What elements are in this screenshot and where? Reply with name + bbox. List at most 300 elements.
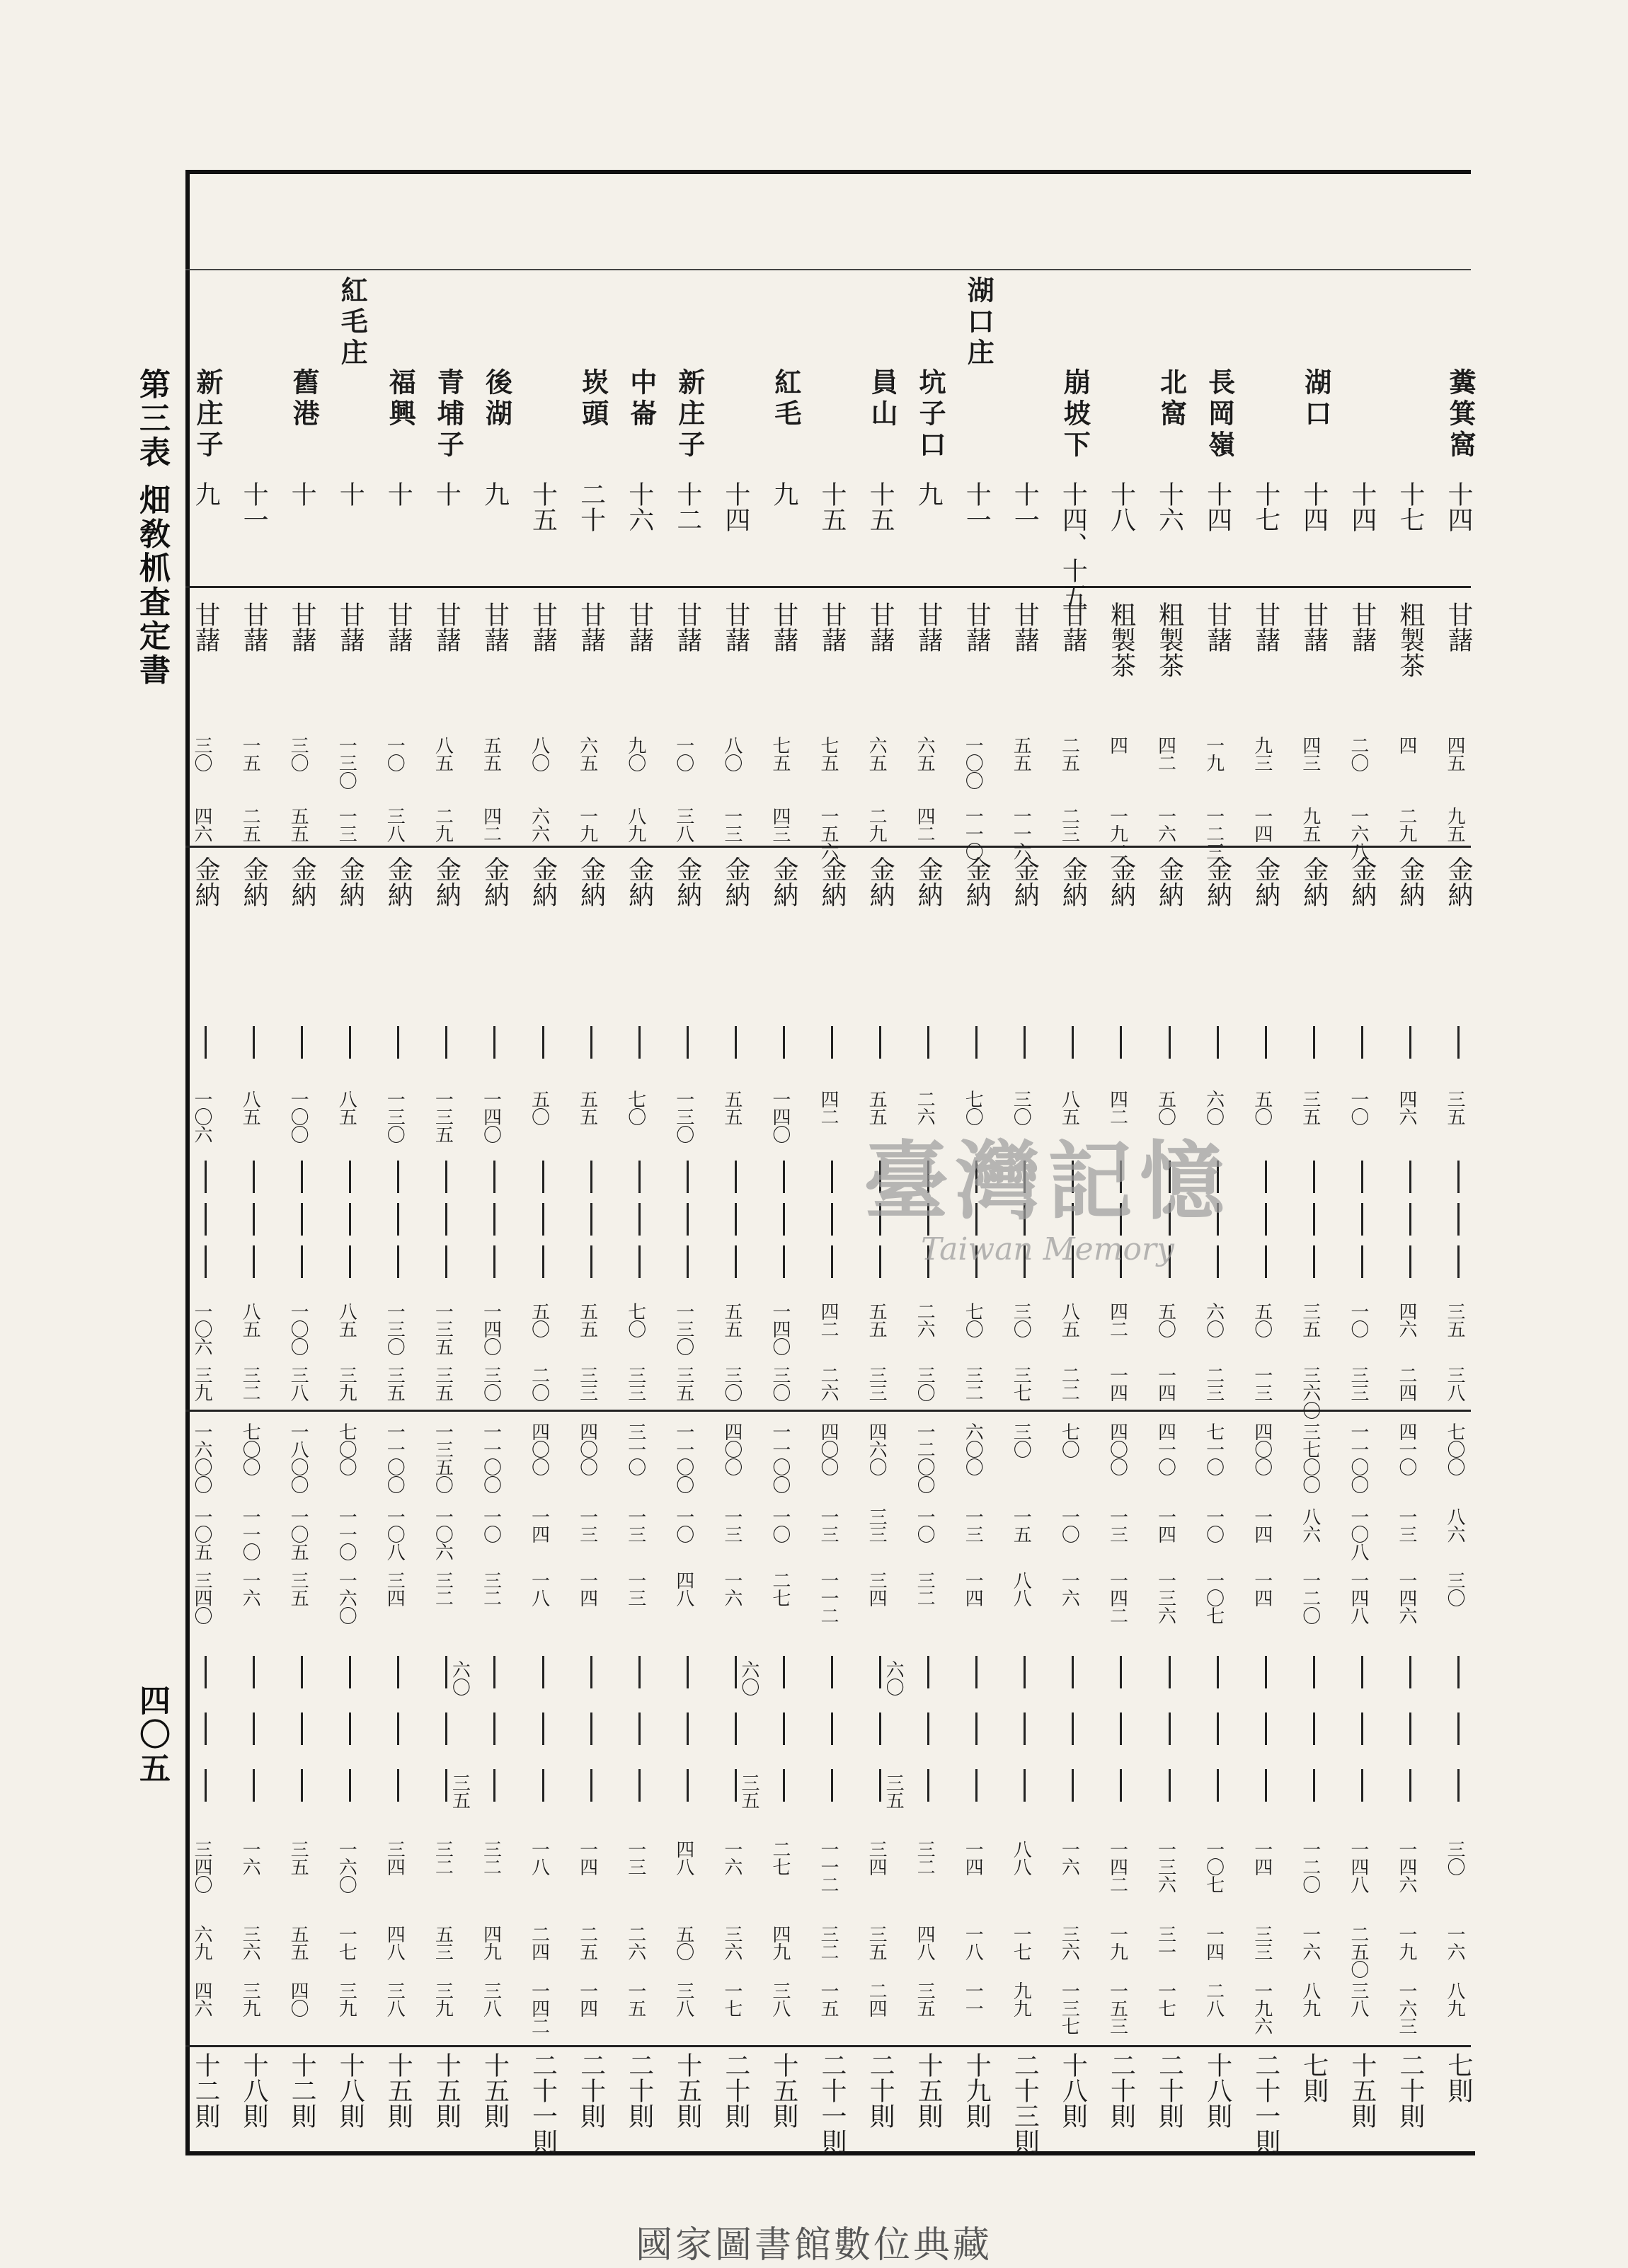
value-cell: 八六 [1299, 1507, 1321, 1543]
value-cell: 一四二 [1106, 1571, 1128, 1624]
crop-cell: 甘藷 [1203, 601, 1232, 652]
blank-dash [735, 1769, 737, 1802]
tax-cell: 金納 [1251, 856, 1280, 907]
grade-cell: 十四 [1444, 481, 1473, 532]
value-cell: 三二 [432, 1571, 454, 1606]
value-cell: 四〇〇 [528, 1422, 550, 1475]
blank-dash [397, 1203, 399, 1236]
blank-dash [301, 1026, 303, 1059]
rule-cell: 二十則 [576, 2052, 606, 2129]
value-cell: 一七 [1154, 1981, 1176, 2017]
value-cell: 一五六 [818, 807, 839, 860]
margin-title: 第三表 畑敎枛査定書 [134, 368, 170, 688]
tax-cell: 金納 [1444, 856, 1473, 907]
value-cell: 九五 [1444, 807, 1465, 842]
value-cell: 七〇〇 [336, 1422, 357, 1475]
blank-dash [1361, 1203, 1363, 1236]
value-cell: 三五 [287, 1571, 309, 1606]
blank-dash [879, 1656, 881, 1688]
crop-cell: 甘藷 [1299, 601, 1329, 652]
value-cell: 二八 [1203, 1981, 1225, 2017]
value-cell: 三五 [738, 1773, 759, 1809]
value-cell: 一四 [1251, 807, 1273, 842]
rule-cell: 十五則 [1347, 2052, 1377, 2129]
value-cell: 八九 [1299, 1981, 1321, 2017]
grade-cell: 十四 [721, 481, 750, 532]
blank-dash [783, 1245, 785, 1278]
value-cell: 三八 [672, 807, 694, 842]
value-cell: 四〇〇 [1251, 1422, 1273, 1475]
blank-dash [687, 1203, 689, 1236]
blank-dash [831, 1656, 833, 1688]
blank-dash [1361, 1712, 1363, 1745]
rule-cell: 十五則 [480, 2052, 510, 2129]
value-cell: 一〇五 [191, 1507, 212, 1560]
value-cell: 五五 [866, 1090, 888, 1125]
tax-cell: 金納 [384, 856, 413, 907]
grade-cell: 十七 [1251, 481, 1280, 532]
blank-dash [542, 1026, 544, 1059]
value-cell: 三九 [191, 1366, 212, 1401]
value-cell: 五〇 [528, 1090, 550, 1125]
value-cell: 一四八 [1347, 1571, 1369, 1624]
value-cell: 一四〇 [480, 1302, 502, 1355]
crop-cell: 甘藷 [1058, 601, 1088, 652]
value-cell: 三四 [384, 1840, 406, 1875]
value-cell: 三九 [336, 1366, 357, 1401]
blank-dash [1457, 1026, 1460, 1059]
value-cell: 五五 [576, 1090, 598, 1125]
value-cell: 三九 [336, 1981, 357, 2017]
value-cell: 三八 [1347, 1981, 1369, 2017]
blank-dash [975, 1026, 978, 1059]
value-cell: 一二〇〇 [914, 1422, 936, 1493]
tax-cell: 金納 [672, 856, 702, 907]
value-cell: 四二 [1154, 736, 1176, 771]
value-cell: 三七〇〇 [1299, 1422, 1321, 1493]
blank-dash [1313, 1245, 1315, 1278]
blank-dash [493, 1656, 495, 1688]
value-cell: 一〇 [914, 1507, 936, 1543]
value-cell: 三七 [1010, 1366, 1032, 1401]
value-cell: 一〇五 [287, 1507, 309, 1560]
value-cell: 六五 [914, 736, 936, 771]
value-cell: 一二三 [1203, 807, 1225, 860]
value-cell: 一〇 [1347, 1090, 1369, 1125]
value-cell: 八五 [239, 1090, 261, 1125]
watermark [793, 1132, 1302, 1274]
crop-cell: 甘藷 [1251, 601, 1280, 652]
blank-dash [1361, 1769, 1363, 1802]
rule-cell: 二十則 [721, 2052, 750, 2129]
tax-cell: 金納 [336, 856, 365, 907]
blank-dash [590, 1712, 592, 1745]
value-cell: 二三 [1058, 807, 1080, 842]
value-cell: 三五 [384, 1366, 406, 1401]
blank-dash [1313, 1656, 1315, 1688]
value-cell: 一八 [528, 1571, 550, 1606]
value-cell: 一〇八 [1347, 1507, 1369, 1560]
blank-dash [1313, 1026, 1315, 1059]
grade-cell: 九 [914, 481, 944, 507]
blank-dash [349, 1712, 351, 1745]
tax-cell: 金納 [1058, 856, 1088, 907]
crop-cell: 甘藷 [480, 601, 510, 652]
blank-dash [927, 1769, 929, 1802]
blank-dash [1361, 1161, 1363, 1193]
value-cell: 三六〇 [1299, 1366, 1321, 1419]
value-cell: 四八 [672, 1840, 694, 1875]
blank-dash [1313, 1161, 1315, 1193]
blank-dash [253, 1026, 255, 1059]
blank-dash [1457, 1203, 1460, 1236]
blank-dash [205, 1203, 207, 1236]
value-cell: 一四 [962, 1571, 984, 1606]
value-cell: 一三 [1106, 1507, 1128, 1543]
rule-cell: 二十則 [1154, 2052, 1184, 2129]
value-cell: 六〇 [1203, 1090, 1225, 1125]
blank-dash [1024, 1769, 1026, 1802]
blank-dash [975, 1712, 978, 1745]
blank-dash [831, 1712, 833, 1745]
blank-dash [1024, 1026, 1026, 1059]
value-cell: 八八 [1010, 1571, 1032, 1606]
tax-cell: 金納 [769, 856, 798, 907]
value-cell: 一一 [962, 1981, 984, 2017]
blank-dash [975, 1769, 978, 1802]
place-name: 長岡嶺 [1203, 368, 1236, 461]
value-cell: 一四 [1251, 1507, 1273, 1543]
value-cell: 五五 [1010, 736, 1032, 771]
value-cell: 九三 [1251, 736, 1273, 771]
rule-cell: 七則 [1444, 2052, 1473, 2103]
value-cell: 一七 [1010, 1925, 1032, 1960]
value-cell: 四〇〇 [1106, 1422, 1128, 1475]
value-cell: 四八 [672, 1571, 694, 1606]
value-cell: 三〇 [191, 736, 212, 771]
blank-dash [493, 1026, 495, 1059]
value-cell: 三五 [1299, 1302, 1321, 1337]
blank-dash [783, 1026, 785, 1059]
place-name: 中崙 [625, 368, 658, 430]
value-cell: 四五 [1444, 736, 1465, 771]
value-cell: 一九 [1203, 736, 1225, 771]
place-name: 福興 [384, 368, 417, 430]
value-cell: 一四六 [1395, 1840, 1417, 1893]
blank-dash [1120, 1769, 1122, 1802]
margin-page-number: 四〇五 [134, 1684, 170, 1786]
grade-cell: 二十 [576, 481, 606, 532]
value-cell: 一六〇 [336, 1840, 357, 1893]
tax-cell: 金納 [191, 856, 220, 907]
value-cell: 六〇〇 [962, 1422, 984, 1475]
value-cell: 一〇 [1058, 1507, 1080, 1543]
blank-dash [253, 1712, 255, 1745]
blank-dash [1409, 1769, 1411, 1802]
value-cell: 四八 [914, 1925, 936, 1960]
rule-cell: 二十則 [1395, 2052, 1425, 2129]
crop-cell: 甘藷 [769, 601, 798, 652]
blank-dash [1265, 1712, 1267, 1745]
rule-cell: 十八則 [336, 2052, 365, 2129]
value-cell: 一〇六 [191, 1302, 212, 1355]
place-name: 湖口 [1300, 368, 1332, 430]
blank-dash [397, 1769, 399, 1802]
value-cell: 七一〇 [1203, 1422, 1225, 1475]
value-cell: 三〇 [769, 1366, 791, 1401]
value-cell: 二六 [818, 1366, 839, 1401]
value-cell: 七〇〇 [239, 1422, 261, 1475]
value-cell: 一一〇〇 [384, 1422, 406, 1493]
crop-cell: 甘藷 [672, 601, 702, 652]
blank-dash [493, 1769, 495, 1802]
blank-dash [349, 1161, 351, 1193]
value-cell: 一三 [624, 1840, 646, 1875]
value-cell: 五五 [721, 1090, 743, 1125]
value-cell: 三四〇 [191, 1840, 212, 1893]
value-cell: 一四 [576, 1840, 598, 1875]
blank-dash [1217, 1712, 1219, 1745]
value-cell: 一四六 [1395, 1571, 1417, 1624]
rule-cell: 十五則 [432, 2052, 462, 2129]
blank-dash [1409, 1203, 1411, 1236]
value-cell: 一六 [721, 1840, 743, 1875]
value-cell: 三〇 [914, 1366, 936, 1401]
rule-cell: 十八則 [239, 2052, 269, 2129]
blank-dash [1361, 1245, 1363, 1278]
blank-dash [542, 1656, 544, 1688]
value-cell: 四二 [818, 1302, 839, 1337]
value-cell: 八六 [1444, 1507, 1465, 1543]
place-name: 後湖 [481, 368, 513, 430]
value-cell: 三五 [672, 1366, 694, 1401]
value-cell: 三八 [384, 807, 406, 842]
grade-cell: 十 [336, 481, 365, 507]
value-cell: 一七 [336, 1925, 357, 1960]
value-cell: 三三 [866, 1507, 888, 1543]
value-cell: 一一〇 [239, 1507, 261, 1560]
blank-dash [205, 1769, 207, 1802]
blank-dash [397, 1245, 399, 1278]
value-cell: 一〇〇 [287, 1302, 309, 1355]
value-cell: 四 [1395, 736, 1417, 754]
value-cell: 三〇 [721, 1366, 743, 1401]
tax-cell: 金納 [1299, 856, 1329, 907]
grade-cell: 十 [384, 481, 413, 507]
blank-dash [1457, 1712, 1460, 1745]
blank-dash [253, 1656, 255, 1688]
blank-dash [735, 1712, 737, 1745]
parent-group-heading: 湖口庄 [963, 276, 995, 369]
crop-cell: 甘藷 [721, 601, 750, 652]
blank-dash [831, 1769, 833, 1802]
value-cell: 五五 [576, 1302, 598, 1337]
blank-dash [687, 1712, 689, 1745]
value-cell: 三三 [1251, 1925, 1273, 1960]
value-cell: 一三五 [432, 1302, 454, 1355]
value-cell: 四〇〇 [721, 1422, 743, 1475]
rule-cell: 十五則 [769, 2052, 798, 2129]
value-cell: 三二 [432, 1840, 454, 1875]
blank-dash [349, 1245, 351, 1278]
value-cell: 一〇〇 [962, 736, 984, 789]
value-cell: 三四〇 [191, 1571, 212, 1624]
grade-cell: 十二 [672, 481, 702, 532]
grade-cell: 十四、十五 [1058, 481, 1088, 609]
value-cell: 一六 [721, 1571, 743, 1606]
value-cell: 五〇 [672, 1925, 694, 1960]
rule-cell: 十五則 [672, 2052, 702, 2129]
value-cell: 一五 [239, 736, 261, 771]
value-cell: 六五 [576, 736, 598, 771]
value-cell: 七五 [769, 736, 791, 771]
value-cell: 四三 [1299, 736, 1321, 771]
blank-dash [1120, 1656, 1122, 1688]
blank-dash [349, 1769, 351, 1802]
crop-cell: 甘藷 [914, 601, 944, 652]
blank-dash [735, 1161, 737, 1193]
blank-dash [1169, 1712, 1171, 1745]
blank-dash [1457, 1161, 1460, 1193]
value-cell: 四二 [914, 807, 936, 842]
blank-dash [397, 1712, 399, 1745]
blank-dash [542, 1769, 544, 1802]
blank-dash [301, 1656, 303, 1688]
value-cell: 一五 [1010, 1507, 1032, 1543]
crop-cell: 甘藷 [191, 601, 220, 652]
blank-dash [542, 1203, 544, 1236]
blank-dash [638, 1203, 641, 1236]
blank-dash [638, 1245, 641, 1278]
grade-cell: 十一 [962, 481, 992, 532]
blank-dash [1072, 1026, 1074, 1059]
value-cell: 一三 [624, 1507, 646, 1543]
value-cell: 一〇〇 [287, 1090, 309, 1143]
blank-dash [1457, 1769, 1460, 1802]
value-cell: 三八 [384, 1981, 406, 2017]
crop-cell: 粗製茶 [1106, 601, 1136, 678]
rule-cell: 十九則 [962, 2052, 992, 2129]
crop-cell: 甘藷 [962, 601, 992, 652]
tax-cell: 金納 [1010, 856, 1040, 907]
blank-dash [205, 1656, 207, 1688]
blank-dash [879, 1712, 881, 1745]
grade-cell: 九 [480, 481, 510, 507]
value-cell: 二三 [1203, 1366, 1225, 1401]
place-name: 糞箕窩 [1445, 368, 1477, 461]
value-cell: 八五 [1058, 1302, 1080, 1337]
value-cell: 六〇 [1203, 1302, 1225, 1337]
value-cell: 一三〇 [336, 736, 357, 789]
value-cell: 一三 [721, 807, 743, 842]
value-cell: 一一〇〇 [672, 1422, 694, 1493]
value-cell: 三〇 [1444, 1840, 1465, 1875]
blank-dash [590, 1769, 592, 1802]
blank-dash [542, 1161, 544, 1193]
value-cell: 一四 [1154, 1366, 1176, 1401]
crop-cell: 甘藷 [1347, 601, 1377, 652]
value-cell: 三三 [576, 1366, 598, 1401]
tax-cell: 金納 [1347, 856, 1377, 907]
blank-dash [301, 1769, 303, 1802]
value-cell: 一三 [962, 1507, 984, 1543]
blank-dash [590, 1656, 592, 1688]
blank-dash [1120, 1026, 1122, 1059]
grade-cell: 十 [287, 481, 317, 507]
grade-cell: 十一 [1010, 481, 1040, 532]
value-cell: 一四 [1251, 1571, 1273, 1606]
header-rule [185, 269, 1471, 270]
value-cell: 一四二 [1106, 1840, 1128, 1893]
blank-dash [590, 1026, 592, 1059]
grade-cell: 十一 [239, 481, 269, 532]
crop-cell: 粗製茶 [1154, 601, 1184, 678]
value-cell: 三二 [914, 1840, 936, 1875]
rule-cell: 十八則 [1058, 2052, 1088, 2129]
value-cell: 一四 [1106, 1366, 1128, 1401]
blank-dash [301, 1712, 303, 1745]
value-cell: 一六 [239, 1840, 261, 1875]
value-cell: 四二 [480, 807, 502, 842]
value-cell: 六〇 [738, 1660, 759, 1696]
blank-dash [1217, 1769, 1219, 1802]
blank-dash [687, 1656, 689, 1688]
value-cell: 三二 [480, 1571, 502, 1606]
value-cell: 二六 [914, 1090, 936, 1125]
blank-dash [638, 1769, 641, 1802]
value-cell: 八〇 [721, 736, 743, 771]
value-cell: 三五 [449, 1773, 471, 1809]
value-cell: 八五 [432, 736, 454, 771]
value-cell: 三二 [818, 1925, 839, 1960]
value-cell: 八九 [1444, 1981, 1465, 2017]
blank-dash [1361, 1656, 1363, 1688]
value-cell: 一三 [1251, 1366, 1273, 1401]
value-cell: 三六 [239, 1925, 261, 1960]
value-cell: 二六 [914, 1302, 936, 1337]
blank-dash [638, 1656, 641, 1688]
value-cell: 三〇 [1444, 1571, 1465, 1606]
value-cell: 一三 [624, 1571, 646, 1606]
value-cell: 一四〇 [480, 1090, 502, 1143]
value-cell: 一六 [1444, 1925, 1465, 1960]
blank-dash [1313, 1769, 1315, 1802]
blank-dash [1313, 1203, 1315, 1236]
value-cell: 一三五〇 [432, 1422, 454, 1493]
blank-dash [1072, 1712, 1074, 1745]
tax-cell: 金納 [1395, 856, 1425, 907]
blank-dash [638, 1026, 641, 1059]
tax-cell: 金納 [1154, 856, 1184, 907]
value-cell: 二九 [866, 807, 888, 842]
value-cell: 一一〇 [962, 807, 984, 860]
blank-dash [1265, 1026, 1267, 1059]
value-cell: 一〇七 [1203, 1840, 1225, 1893]
value-cell: 三五 [1444, 1090, 1465, 1125]
value-cell: 二七 [769, 1840, 791, 1875]
value-cell: 一四 [1154, 1507, 1176, 1543]
value-cell: 一四 [528, 1507, 550, 1543]
value-cell: 五〇 [1154, 1090, 1176, 1125]
value-cell: 一七 [721, 1981, 743, 2017]
value-cell: 六五 [866, 736, 888, 771]
value-cell: 二九 [432, 807, 454, 842]
grade-cell: 十四 [1203, 481, 1232, 532]
value-cell: 一四 [962, 1840, 984, 1875]
value-cell: 一八 [962, 1925, 984, 1960]
value-cell: 四〇〇 [576, 1422, 598, 1475]
value-cell: 三六 [1058, 1925, 1080, 1960]
